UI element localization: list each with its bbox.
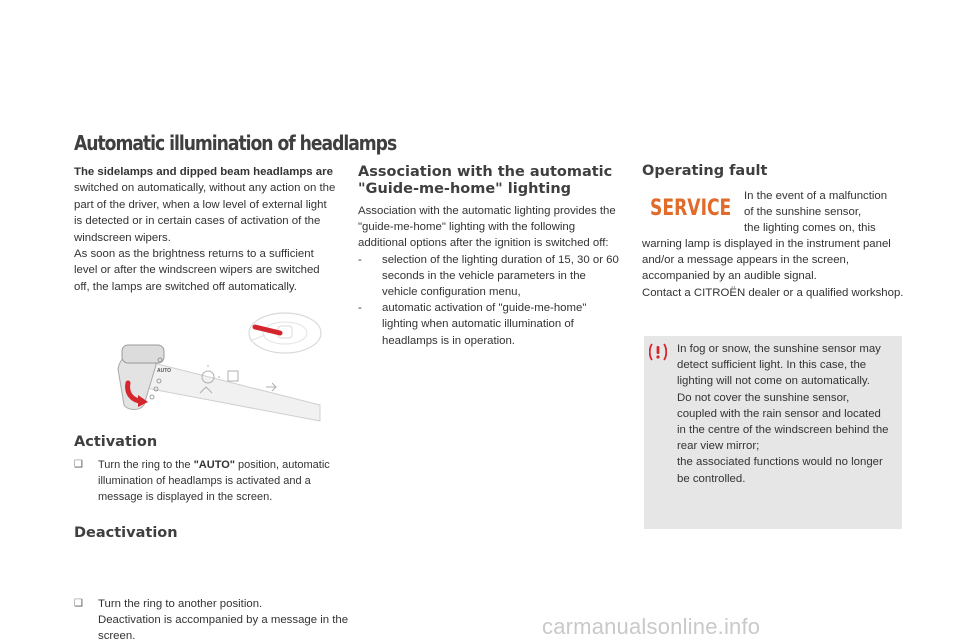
association-options-list: [358, 252, 624, 349]
headlamp-stalk-illustration: [90, 305, 340, 435]
fault-side-line3: the lighting comes on, this: [744, 222, 876, 235]
intro-text: [74, 164, 336, 295]
list-item: - selection of the lighting duration of 15, 30 or 60 seconds in the vehicle parameters in the vehicle configuration menu,: [358, 253, 619, 299]
footer-watermark: carmanualsonline.info: [542, 614, 761, 639]
intro-lead: The sidelamps and dipped beam headlamps are: [74, 166, 333, 178]
deactivation-line2: Deactivation is accompanied by a message in the screen.: [98, 613, 349, 643]
warning-note-text: [677, 341, 889, 487]
fault-side-text: [744, 188, 914, 237]
association-heading-line1: Association with the automatic: [358, 164, 613, 180]
checkbox-bullet-icon: ❑: [74, 597, 83, 609]
steering-wheel-icon: [249, 313, 321, 353]
warning-exclamation-icon: [649, 343, 667, 361]
checkbox-bullet-icon: ❑: [74, 459, 83, 470]
stalk-pointer-arrow: [255, 327, 280, 333]
operating-fault-heading: Operating fault: [642, 163, 768, 179]
note-paragraph-2: Do not cover the sunshine sensor, coupled with the rain sensor and located in the centre of the windscreen behind the rear view mirror;: [677, 391, 889, 453]
deactivation-line1: Turn the ring to another position.: [98, 597, 263, 610]
deactivation-instruction: [74, 596, 362, 644]
deactivation-heading: Deactivation: [74, 525, 178, 541]
list-item: - automatic activation of "guide-me-home" lighting when automatic illumination of headlamps is in operation.: [358, 302, 587, 347]
service-warning-icon: SERVICE: [650, 196, 732, 221]
page-title: Automatic illumination of headlamps: [74, 131, 397, 155]
note-paragraph-3: the associated functions would no longer be controlled.: [677, 456, 883, 485]
association-heading: [358, 164, 612, 198]
note-paragraph-1: In fog or snow, the sunshine sensor may detect sufficient light. In this case, the lighting will not come on automatically.: [677, 343, 881, 388]
association-text: [358, 203, 624, 349]
activation-heading: Activation: [74, 434, 158, 450]
light-stalk: [118, 345, 320, 421]
activation-auto-label: "AUTO": [193, 459, 235, 471]
fault-contact-text: Contact a CITROËN dealer or a qualified workshop.: [642, 286, 904, 299]
fault-body-text: warning lamp is displayed in the instrument panel and/or a message appears in the screen, accompanied by an audible signal.: [642, 238, 891, 283]
activation-text-a: Turn the ring to the: [98, 459, 194, 471]
stalk-auto-label: AUTO: [157, 368, 172, 374]
association-intro: Association with the automatic lighting provides the "guide-me-home" lighting with the following additional options after the ignition is switched off:: [358, 205, 616, 250]
intro-body1: switched on automatically, without any action on the part of the driver, when a low level of external light is detected or in certain cases of activation of the windscreen wipers.: [74, 182, 336, 244]
association-heading-line2: "Guide-me-home" lighting: [358, 181, 572, 197]
activation-text-b: position, automatic illumination of headlamps is activated and a message is displayed in the screen.: [98, 459, 330, 504]
fault-body: [642, 236, 907, 301]
fault-side-line2: of the sunshine sensor,: [744, 206, 862, 219]
intro-body2: As soon as the brightness returns to a sufficient level or after the windscreen wipers are switched off, the lamps are switched off automatically.: [74, 248, 320, 293]
activation-instruction: [74, 457, 348, 506]
fault-side-line1: In the event of a malfunction: [744, 190, 888, 202]
